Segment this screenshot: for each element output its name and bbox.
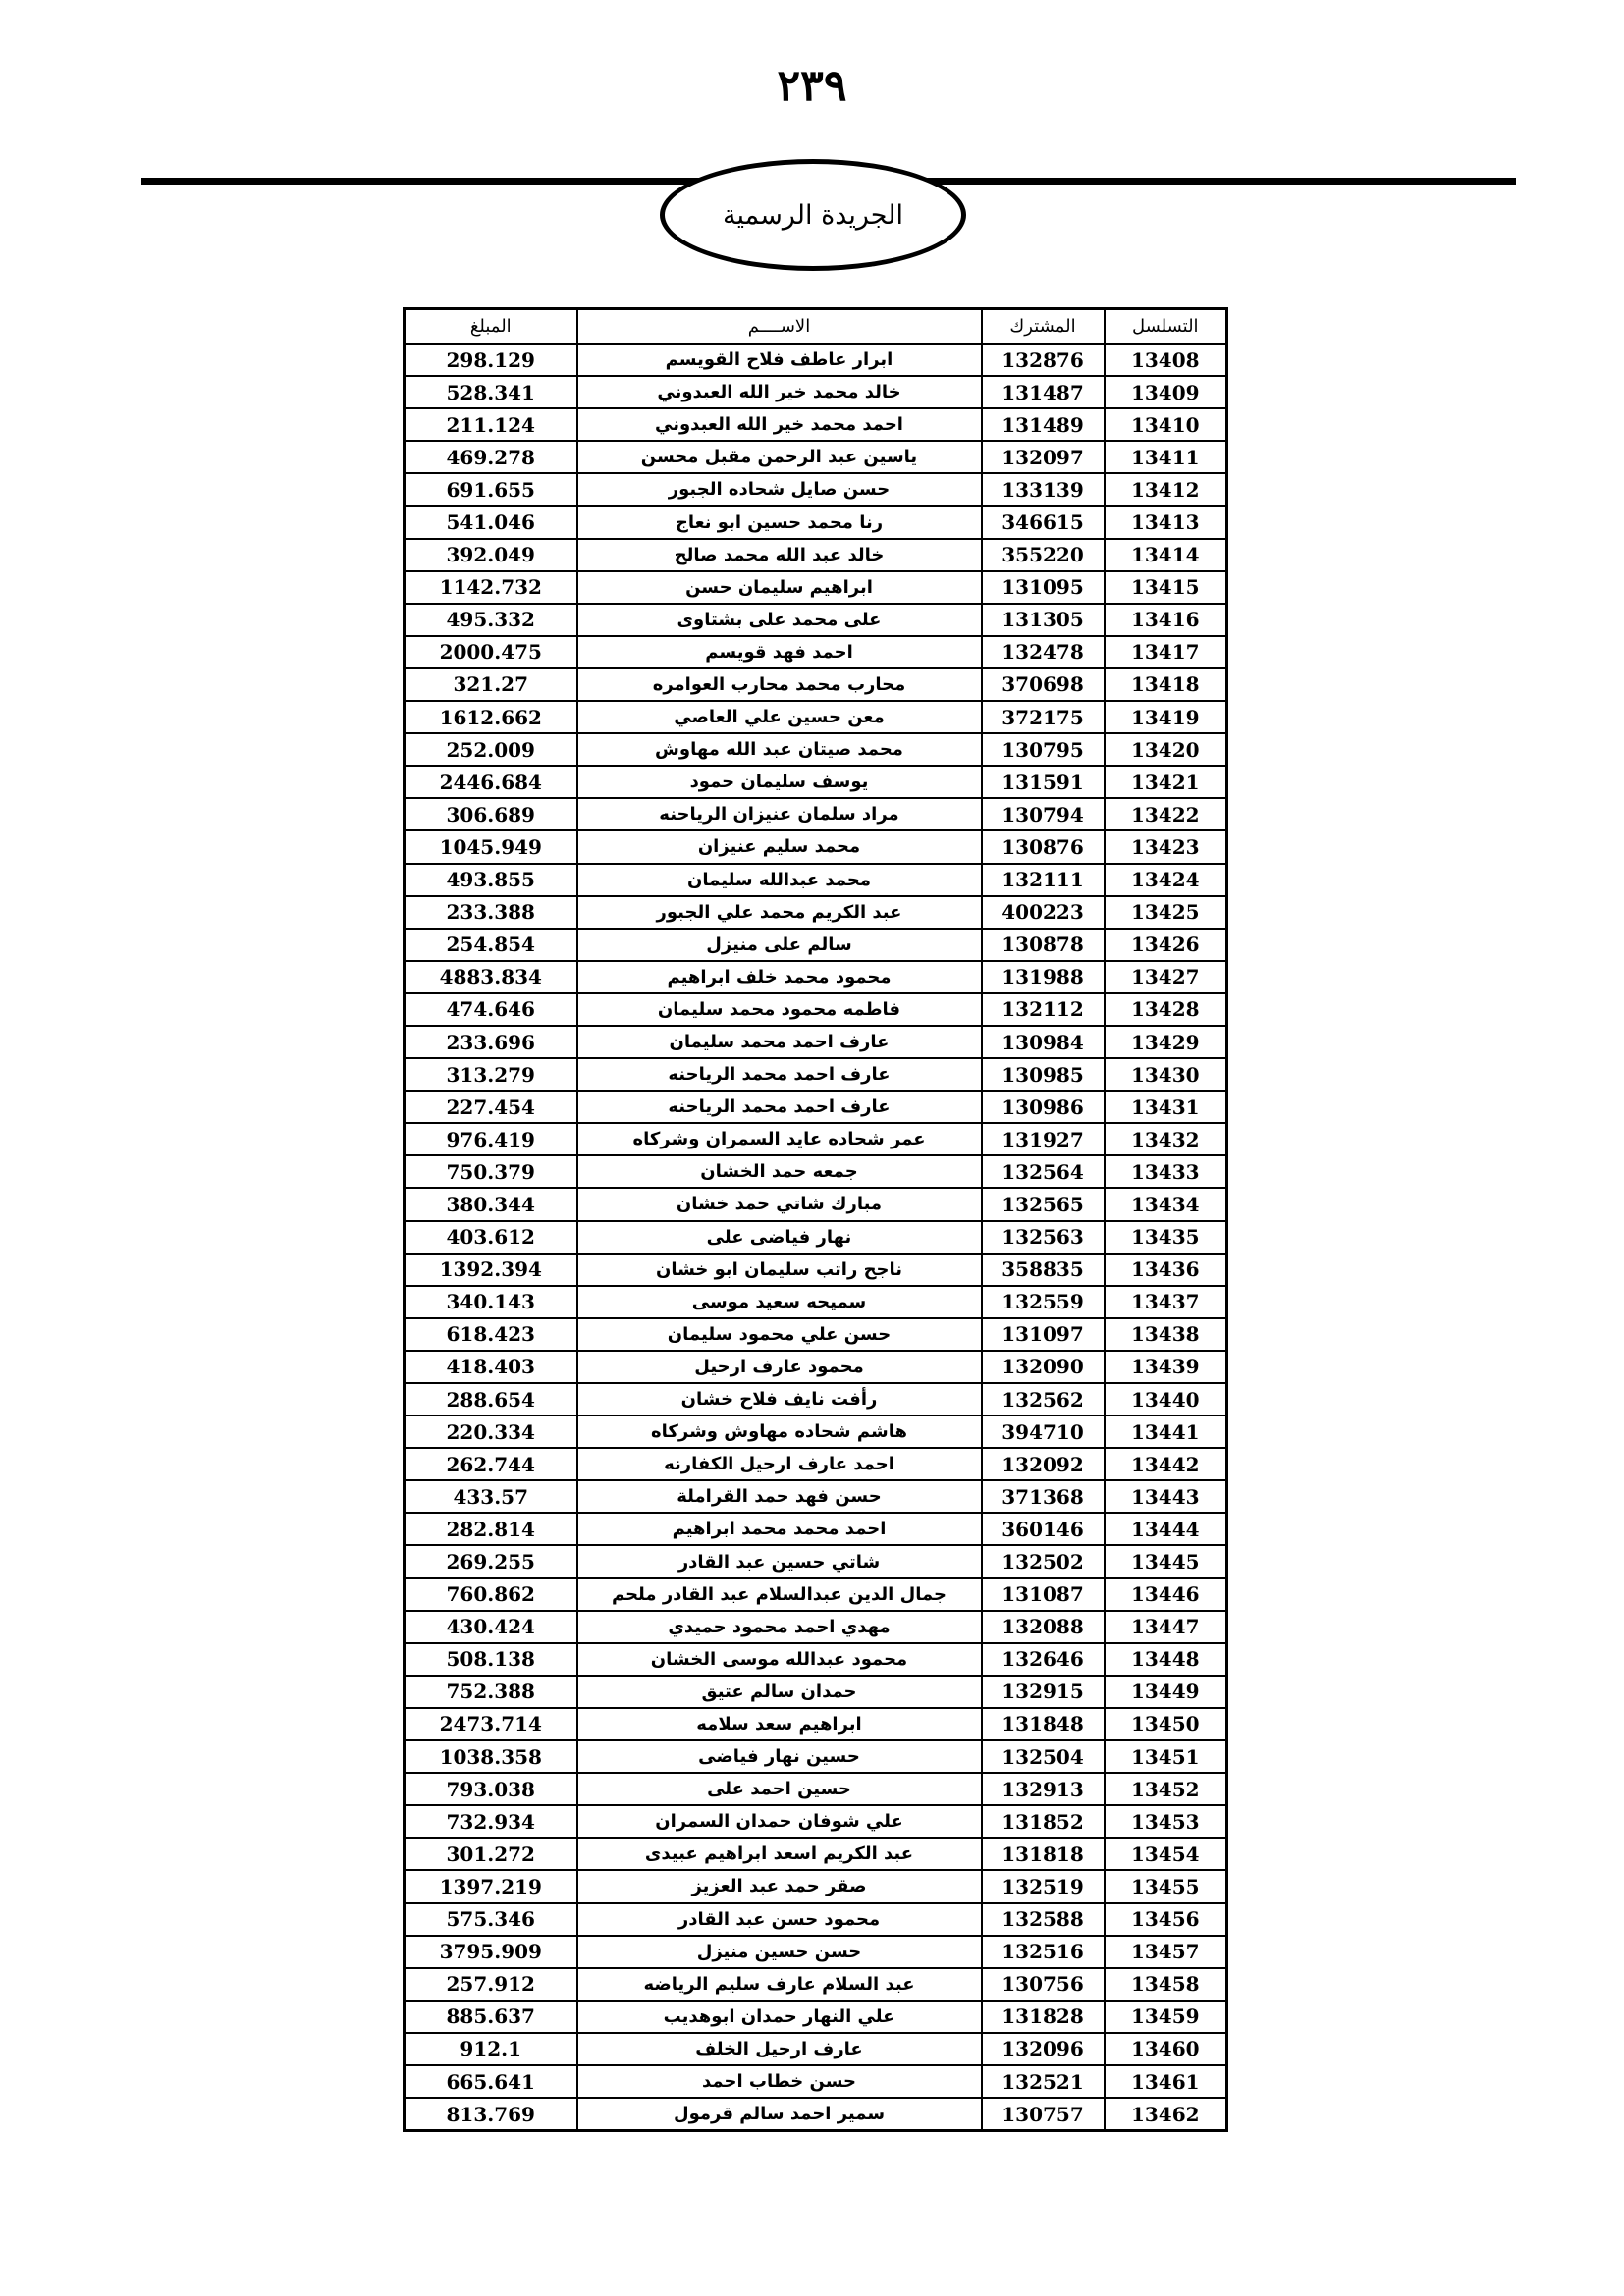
subscriber-cell: 132504 [982, 1740, 1105, 1773]
name-cell: محمد سليم عنيزان [577, 830, 982, 863]
amount-cell: 233.696 [405, 1026, 577, 1058]
amount-cell: 793.038 [405, 1773, 577, 1805]
serial-cell: 13423 [1105, 830, 1227, 863]
name-cell: احمد عارف ارحيل الكفارنه [577, 1448, 982, 1480]
table-row [405, 1903, 1227, 1936]
subscriber-cell: 131927 [982, 1123, 1105, 1155]
subscriber-cell: 394710 [982, 1415, 1105, 1448]
amount-cell: 493.855 [405, 864, 577, 896]
subscriber-cell: 132876 [982, 344, 1105, 376]
amount-cell: 469.278 [405, 441, 577, 473]
table-row [405, 733, 1227, 766]
subscriber-cell: 132112 [982, 993, 1105, 1026]
amount-cell: 1038.358 [405, 1740, 577, 1773]
name-cell: احمد محمد خير الله العبدوني [577, 408, 982, 441]
table-row [405, 1318, 1227, 1351]
serial-cell: 13435 [1105, 1221, 1227, 1254]
table-row [405, 604, 1227, 636]
subscriber-cell: 131095 [982, 571, 1105, 604]
table-row [405, 830, 1227, 863]
serial-cell: 13417 [1105, 636, 1227, 668]
amount-cell: 282.814 [405, 1513, 577, 1545]
subscriber-cell: 132564 [982, 1155, 1105, 1188]
serial-cell: 13445 [1105, 1545, 1227, 1577]
table-row [405, 1026, 1227, 1058]
subscriber-cell: 130984 [982, 1026, 1105, 1058]
serial-cell: 13441 [1105, 1415, 1227, 1448]
table-row [405, 1740, 1227, 1773]
amount-cell: 392.049 [405, 539, 577, 571]
name-cell: ناجح راتب سليمان ابو خشان [577, 1254, 982, 1286]
serial-cell: 13421 [1105, 766, 1227, 798]
header-subscriber: المشترك [982, 309, 1105, 345]
table-row [405, 1188, 1227, 1220]
serial-cell: 13444 [1105, 1513, 1227, 1545]
serial-cell: 13434 [1105, 1188, 1227, 1220]
amount-cell: 262.744 [405, 1448, 577, 1480]
subscriber-cell: 400223 [982, 896, 1105, 929]
amount-cell: 430.424 [405, 1611, 577, 1643]
serial-cell: 13408 [1105, 344, 1227, 376]
serial-cell: 13427 [1105, 961, 1227, 993]
table-row [405, 1936, 1227, 1968]
table-row [405, 506, 1227, 538]
serial-cell: 13451 [1105, 1740, 1227, 1773]
subscriber-cell: 132646 [982, 1643, 1105, 1676]
name-cell: عارف احمد محمد الرياحنه [577, 1058, 982, 1091]
amount-cell: 2473.714 [405, 1708, 577, 1740]
table-row [405, 1708, 1227, 1740]
table-row [405, 539, 1227, 571]
amount-cell: 321.27 [405, 668, 577, 701]
name-cell: حسين نهار فياضى [577, 1740, 982, 1773]
amount-cell: 340.143 [405, 1286, 577, 1318]
subscriber-cell: 132521 [982, 2065, 1105, 2098]
table-row [405, 1870, 1227, 1902]
table-row [405, 408, 1227, 441]
subscriber-cell: 132516 [982, 1936, 1105, 1968]
serial-cell: 13418 [1105, 668, 1227, 701]
serial-cell: 13411 [1105, 441, 1227, 473]
subscriber-cell: 132097 [982, 441, 1105, 473]
table-header-row [405, 309, 1227, 345]
serial-cell: 13455 [1105, 1870, 1227, 1902]
subscriber-cell: 131828 [982, 2001, 1105, 2033]
subscriber-cell: 358835 [982, 1254, 1105, 1286]
subscriber-cell: 131818 [982, 1838, 1105, 1870]
serial-cell: 13439 [1105, 1351, 1227, 1383]
table-row [405, 2098, 1227, 2131]
amount-cell: 233.388 [405, 896, 577, 929]
table-row [405, 1805, 1227, 1838]
name-cell: خالد عبد الله محمد صالح [577, 539, 982, 571]
amount-cell: 254.854 [405, 929, 577, 961]
serial-cell: 13454 [1105, 1838, 1227, 1870]
amount-cell: 976.419 [405, 1123, 577, 1155]
serial-cell: 13428 [1105, 993, 1227, 1026]
table-row [405, 993, 1227, 1026]
name-cell: مراد سلمان عنيزان الرياحنه [577, 798, 982, 830]
amount-cell: 750.379 [405, 1155, 577, 1188]
name-cell: حسن صايل شحاده الجبور [577, 473, 982, 506]
name-cell: محمد عبدالله سليمان [577, 864, 982, 896]
serial-cell: 13453 [1105, 1805, 1227, 1838]
name-cell: محمود عبدالله موسى الخشان [577, 1643, 982, 1676]
amount-cell: 257.912 [405, 1968, 577, 2001]
amount-cell: 298.129 [405, 344, 577, 376]
subscriber-cell: 132565 [982, 1188, 1105, 1220]
table-row [405, 441, 1227, 473]
header-name: الاســــم [577, 309, 982, 345]
subscriber-cell: 132092 [982, 1448, 1105, 1480]
serial-cell: 13461 [1105, 2065, 1227, 2098]
name-cell: جمال الدين عبدالسلام عبد القادر ملحم [577, 1578, 982, 1611]
payments-table-wrap [403, 307, 1225, 2132]
serial-cell: 13432 [1105, 1123, 1227, 1155]
serial-cell: 13457 [1105, 1936, 1227, 1968]
table-row [405, 961, 1227, 993]
serial-cell: 13413 [1105, 506, 1227, 538]
subscriber-cell: 131852 [982, 1805, 1105, 1838]
serial-cell: 13450 [1105, 1708, 1227, 1740]
subscriber-cell: 133139 [982, 473, 1105, 506]
serial-cell: 13415 [1105, 571, 1227, 604]
amount-cell: 418.403 [405, 1351, 577, 1383]
serial-cell: 13422 [1105, 798, 1227, 830]
amount-cell: 691.655 [405, 473, 577, 506]
amount-cell: 313.279 [405, 1058, 577, 1091]
name-cell: حسن حسين منيزل [577, 1936, 982, 1968]
serial-cell: 13449 [1105, 1676, 1227, 1708]
name-cell: ياسين عبد الرحمن مقبل محسن [577, 441, 982, 473]
amount-cell: 575.346 [405, 1903, 577, 1936]
serial-cell: 13424 [1105, 864, 1227, 896]
subscriber-cell: 130794 [982, 798, 1105, 830]
table-row [405, 1058, 1227, 1091]
table-row [405, 1254, 1227, 1286]
payments-table [403, 307, 1228, 2132]
amount-cell: 301.272 [405, 1838, 577, 1870]
amount-cell: 752.388 [405, 1676, 577, 1708]
serial-cell: 13433 [1105, 1155, 1227, 1188]
table-row [405, 1578, 1227, 1611]
subscriber-cell: 130878 [982, 929, 1105, 961]
table-row [405, 571, 1227, 604]
name-cell: صقر حمد عبد العزيز [577, 1870, 982, 1902]
name-cell: عارف ارحيل الخلف [577, 2033, 982, 2065]
amount-cell: 252.009 [405, 733, 577, 766]
subscriber-cell: 132915 [982, 1676, 1105, 1708]
subscriber-cell: 132588 [982, 1903, 1105, 1936]
amount-cell: 885.637 [405, 2001, 577, 2033]
subscriber-cell: 132111 [982, 864, 1105, 896]
name-cell: رأفت نايف فلاح خشان [577, 1383, 982, 1415]
name-cell: ابرار عاطف فلاح القويسم [577, 344, 982, 376]
amount-cell: 433.57 [405, 1480, 577, 1513]
amount-cell: 2000.475 [405, 636, 577, 668]
subscriber-cell: 371368 [982, 1480, 1105, 1513]
table-row [405, 2001, 1227, 2033]
subscriber-cell: 370698 [982, 668, 1105, 701]
table-row [405, 1480, 1227, 1513]
table-row [405, 1448, 1227, 1480]
name-cell: هاشم شحاده مهاوش وشركاه [577, 1415, 982, 1448]
amount-cell: 618.423 [405, 1318, 577, 1351]
table-row [405, 344, 1227, 376]
amount-cell: 3795.909 [405, 1936, 577, 1968]
name-cell: عبد السلام عارف سليم الرياضه [577, 1968, 982, 2001]
table-row [405, 1611, 1227, 1643]
subscriber-cell: 132088 [982, 1611, 1105, 1643]
table-row [405, 1091, 1227, 1123]
name-cell: سمير احمد سالم قرمول [577, 2098, 982, 2131]
serial-cell: 13452 [1105, 1773, 1227, 1805]
subscriber-cell: 355220 [982, 539, 1105, 571]
name-cell: مهدي احمد محمود حميدي [577, 1611, 982, 1643]
serial-cell: 13458 [1105, 1968, 1227, 2001]
amount-cell: 1392.394 [405, 1254, 577, 1286]
name-cell: حسن فهد حمد القراملة [577, 1480, 982, 1513]
name-cell: نهار فياضى على [577, 1221, 982, 1254]
serial-cell: 13409 [1105, 376, 1227, 408]
amount-cell: 495.332 [405, 604, 577, 636]
table-row [405, 766, 1227, 798]
table-row [405, 1351, 1227, 1383]
amount-cell: 220.334 [405, 1415, 577, 1448]
name-cell: شاتي حسين عبد القادر [577, 1545, 982, 1577]
serial-cell: 13429 [1105, 1026, 1227, 1058]
amount-cell: 380.344 [405, 1188, 577, 1220]
name-cell: محمود حسن عبد القادر [577, 1903, 982, 1936]
subscriber-cell: 130756 [982, 1968, 1105, 2001]
serial-cell: 13419 [1105, 701, 1227, 733]
amount-cell: 288.654 [405, 1383, 577, 1415]
amount-cell: 211.124 [405, 408, 577, 441]
subscriber-cell: 131487 [982, 376, 1105, 408]
name-cell: حسين احمد على [577, 1773, 982, 1805]
serial-cell: 13446 [1105, 1578, 1227, 1611]
name-cell: عبد الكريم اسعد ابراهيم عبيدى [577, 1838, 982, 1870]
name-cell: احمد فهد قويسم [577, 636, 982, 668]
name-cell: احمد محمد محمد ابراهيم [577, 1513, 982, 1545]
amount-cell: 1142.732 [405, 571, 577, 604]
serial-cell: 13426 [1105, 929, 1227, 961]
serial-cell: 13425 [1105, 896, 1227, 929]
table-row [405, 2065, 1227, 2098]
name-cell: على محمد على بشتاوى [577, 604, 982, 636]
table-body [405, 344, 1227, 2131]
serial-cell: 13456 [1105, 1903, 1227, 1936]
table-row [405, 1838, 1227, 1870]
table-row [405, 1221, 1227, 1254]
subscriber-cell: 132562 [982, 1383, 1105, 1415]
amount-cell: 912.1 [405, 2033, 577, 2065]
serial-cell: 13447 [1105, 1611, 1227, 1643]
subscriber-cell: 131988 [982, 961, 1105, 993]
serial-cell: 13460 [1105, 2033, 1227, 2065]
serial-cell: 13462 [1105, 2098, 1227, 2131]
name-cell: عارف احمد محمد سليمان [577, 1026, 982, 1058]
subscriber-cell: 132559 [982, 1286, 1105, 1318]
table-row [405, 929, 1227, 961]
table-row [405, 798, 1227, 830]
name-cell: محمد صيتان عبد الله مهاوش [577, 733, 982, 766]
name-cell: عبد الكريم محمد علي الجبور [577, 896, 982, 929]
amount-cell: 474.646 [405, 993, 577, 1026]
subscriber-cell: 132913 [982, 1773, 1105, 1805]
amount-cell: 528.341 [405, 376, 577, 408]
subscriber-cell: 132519 [982, 1870, 1105, 1902]
amount-cell: 306.689 [405, 798, 577, 830]
name-cell: حمدان سالم عتيق [577, 1676, 982, 1708]
name-cell: حسن علي محمود سليمان [577, 1318, 982, 1351]
amount-cell: 269.255 [405, 1545, 577, 1577]
name-cell: عارف احمد محمد الرياحنه [577, 1091, 982, 1123]
subscriber-cell: 130757 [982, 2098, 1105, 2131]
table-row [405, 1415, 1227, 1448]
subscriber-cell: 132563 [982, 1221, 1105, 1254]
table-row [405, 1773, 1227, 1805]
serial-cell: 13440 [1105, 1383, 1227, 1415]
name-cell: محمود محمد خلف ابراهيم [577, 961, 982, 993]
subscriber-cell: 132090 [982, 1351, 1105, 1383]
serial-cell: 13431 [1105, 1091, 1227, 1123]
serial-cell: 13436 [1105, 1254, 1227, 1286]
subscriber-cell: 372175 [982, 701, 1105, 733]
amount-cell: 665.641 [405, 2065, 577, 2098]
amount-cell: 4883.834 [405, 961, 577, 993]
table-row [405, 1513, 1227, 1545]
name-cell: علي النهار حمدان ابوهديب [577, 2001, 982, 2033]
name-cell: معن حسين علي العاصي [577, 701, 982, 733]
table-row [405, 376, 1227, 408]
header-oval [660, 159, 966, 271]
serial-cell: 13420 [1105, 733, 1227, 766]
gazette-title: الجريدة الرسمية [723, 199, 903, 231]
amount-cell: 813.769 [405, 2098, 577, 2131]
subscriber-cell: 131305 [982, 604, 1105, 636]
serial-cell: 13448 [1105, 1643, 1227, 1676]
subscriber-cell: 131087 [982, 1578, 1105, 1611]
table-row [405, 701, 1227, 733]
table-row [405, 1968, 1227, 2001]
header-serial: التسلسل [1105, 309, 1227, 345]
name-cell: حسن خطاب احمد [577, 2065, 982, 2098]
amount-cell: 1045.949 [405, 830, 577, 863]
serial-cell: 13459 [1105, 2001, 1227, 2033]
table-row [405, 1155, 1227, 1188]
header-amount: المبلغ [405, 309, 577, 345]
amount-cell: 508.138 [405, 1643, 577, 1676]
subscriber-cell: 132096 [982, 2033, 1105, 2065]
name-cell: سميحه سعيد موسى [577, 1286, 982, 1318]
name-cell: محمود عارف ارحيل [577, 1351, 982, 1383]
table-row [405, 1383, 1227, 1415]
amount-cell: 1397.219 [405, 1870, 577, 1902]
serial-cell: 13437 [1105, 1286, 1227, 1318]
name-cell: ابراهيم سليمان حسن [577, 571, 982, 604]
name-cell: مبارك شاتي حمد خشان [577, 1188, 982, 1220]
subscriber-cell: 130795 [982, 733, 1105, 766]
subscriber-cell: 346615 [982, 506, 1105, 538]
subscriber-cell: 132502 [982, 1545, 1105, 1577]
table-row [405, 864, 1227, 896]
subscriber-cell: 131489 [982, 408, 1105, 441]
serial-cell: 13412 [1105, 473, 1227, 506]
subscriber-cell: 131848 [982, 1708, 1105, 1740]
serial-cell: 13430 [1105, 1058, 1227, 1091]
table-row [405, 896, 1227, 929]
table-row [405, 473, 1227, 506]
amount-cell: 1612.662 [405, 701, 577, 733]
table-row [405, 2033, 1227, 2065]
name-cell: فاطمه محمود محمد سليمان [577, 993, 982, 1026]
serial-cell: 13410 [1105, 408, 1227, 441]
subscriber-cell: 130985 [982, 1058, 1105, 1091]
subscriber-cell: 131591 [982, 766, 1105, 798]
amount-cell: 732.934 [405, 1805, 577, 1838]
subscriber-cell: 360146 [982, 1513, 1105, 1545]
amount-cell: 227.454 [405, 1091, 577, 1123]
serial-cell: 13438 [1105, 1318, 1227, 1351]
subscriber-cell: 132478 [982, 636, 1105, 668]
name-cell: جمعه حمد الخشان [577, 1155, 982, 1188]
name-cell: رنا محمد حسين ابو نعاج [577, 506, 982, 538]
subscriber-cell: 131097 [982, 1318, 1105, 1351]
subscriber-cell: 130986 [982, 1091, 1105, 1123]
table-row [405, 636, 1227, 668]
amount-cell: 403.612 [405, 1221, 577, 1254]
table-row [405, 668, 1227, 701]
table-row [405, 1545, 1227, 1577]
name-cell: محارب محمد محارب العوامره [577, 668, 982, 701]
subscriber-cell: 130876 [982, 830, 1105, 863]
table-row [405, 1676, 1227, 1708]
serial-cell: 13416 [1105, 604, 1227, 636]
table-row [405, 1123, 1227, 1155]
page-number: ٢٣٩ [777, 61, 847, 111]
amount-cell: 2446.684 [405, 766, 577, 798]
serial-cell: 13414 [1105, 539, 1227, 571]
name-cell: خالد محمد خير الله العبدوني [577, 376, 982, 408]
name-cell: سالم على منيزل [577, 929, 982, 961]
name-cell: عمر شحاده عايد السمران وشركاه [577, 1123, 982, 1155]
name-cell: علي شوفان حمدان السمران [577, 1805, 982, 1838]
table-row [405, 1643, 1227, 1676]
amount-cell: 760.862 [405, 1578, 577, 1611]
amount-cell: 541.046 [405, 506, 577, 538]
table-row [405, 1286, 1227, 1318]
name-cell: يوسف سليمان حمود [577, 766, 982, 798]
serial-cell: 13443 [1105, 1480, 1227, 1513]
serial-cell: 13442 [1105, 1448, 1227, 1480]
name-cell: ابراهيم سعد سلامه [577, 1708, 982, 1740]
